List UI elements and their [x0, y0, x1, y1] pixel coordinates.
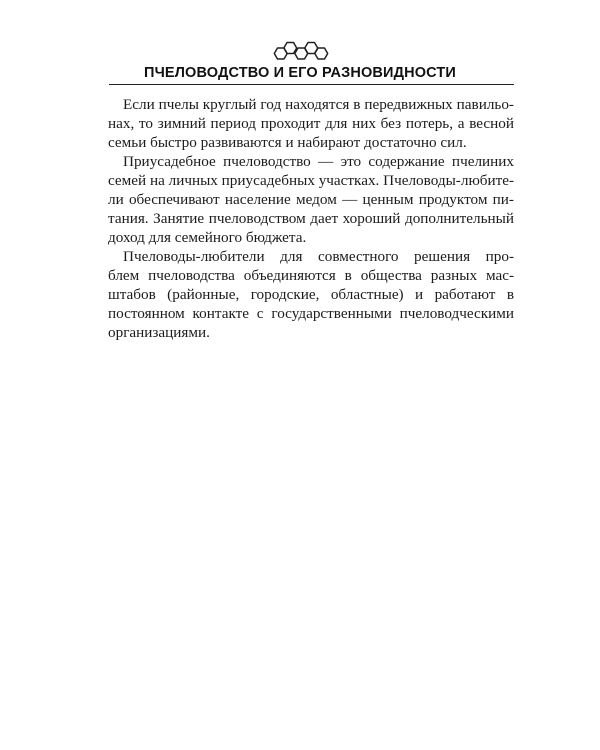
body-text [108, 95, 514, 342]
text-line: штабов (районные, городские, областные) и работают в [108, 286, 514, 303]
text-line: организациями. [108, 324, 210, 341]
text-line: Приусадебное пчеловодство — это содержание пчелиних [123, 153, 514, 170]
page-header [0, 0, 600, 90]
paragraph [108, 95, 514, 152]
text-line: Пчеловоды-любители для совместного решения про- [123, 248, 514, 265]
text-line: доход для семейного бюджета. [108, 229, 307, 246]
text-line: нах, то зимний период проходит для них без потерь, а весной [108, 115, 514, 132]
text-line: тания. Занятие пчеловодством дает хороший дополнительный [108, 210, 514, 227]
paragraph [108, 152, 514, 247]
header-rule [109, 84, 514, 85]
paragraph [108, 247, 514, 342]
text-line: семьи быстро развиваются и набирают достаточно сил. [108, 134, 467, 151]
text-line: ли обеспечивают население медом — ценным продуктом пи- [108, 191, 514, 208]
text-line: блем пчеловодства объединяются в общества разных мас- [108, 267, 514, 284]
text-line: постоянном контакте с государственными пчеловодческими [108, 305, 514, 322]
text-line: семей на личных приусадебных участках. Пчеловоды-любите- [108, 172, 515, 189]
hexagon-chain-icon [265, 34, 337, 64]
running-title: ПЧЕЛОВОДСТВО И ЕГО РАЗНОВИДНОСТИ [144, 65, 456, 81]
text-line: Если пчелы круглый год находятся в передвижных павильо- [123, 96, 514, 113]
